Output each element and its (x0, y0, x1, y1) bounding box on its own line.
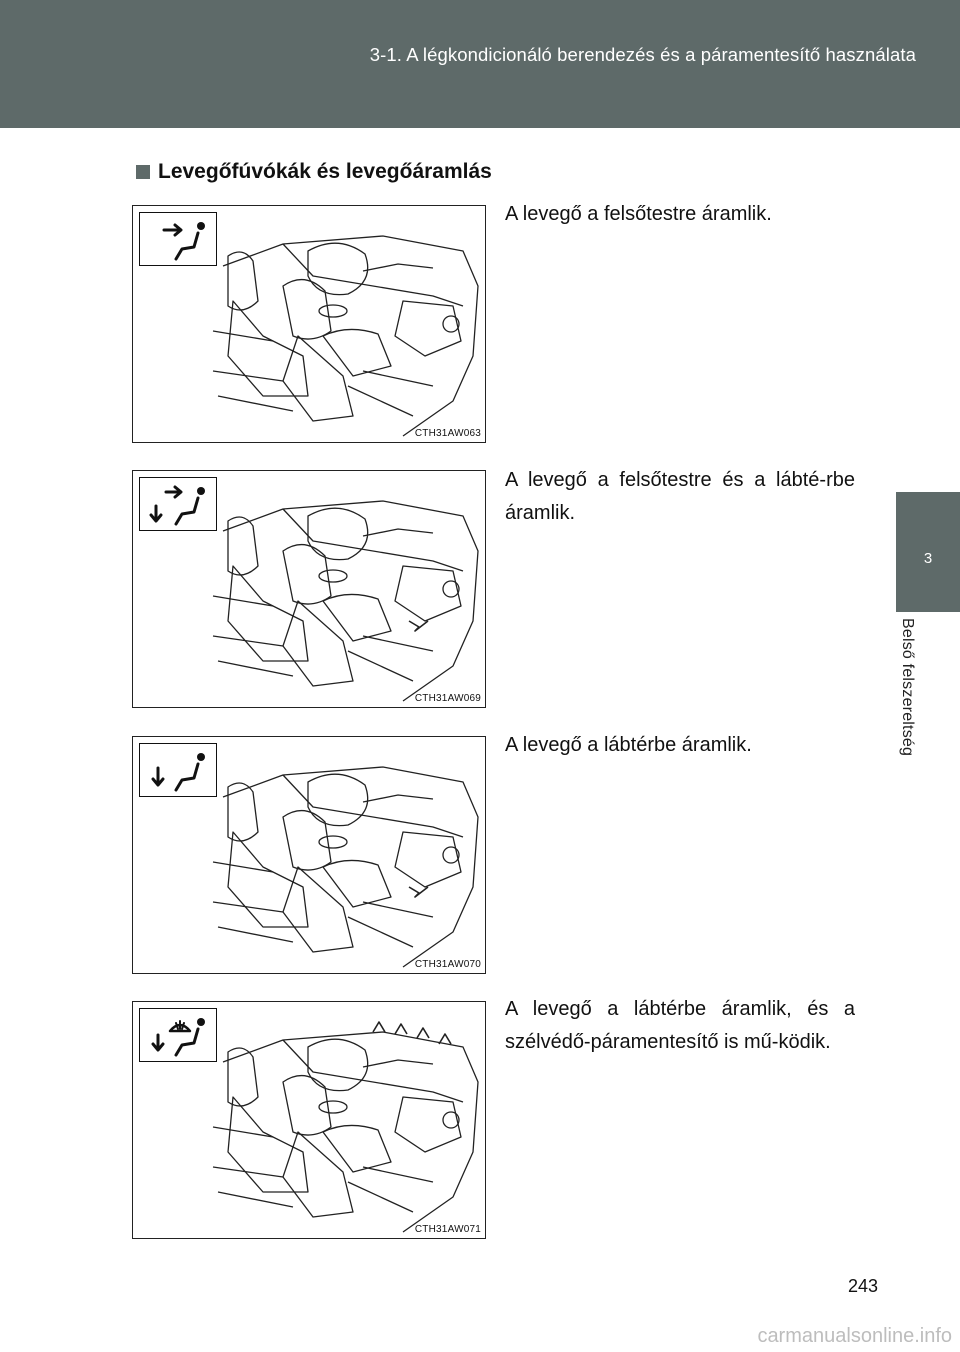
chapter-tab (896, 492, 960, 612)
figure-description: A levegő a lábtérbe áramlik, és a szélvédő-páramentesítő is mű-ködik. (505, 998, 855, 1053)
bi-level-vent-icon (140, 478, 216, 530)
face-vent-icon (140, 213, 216, 265)
figure-face-vent (132, 205, 486, 443)
foot-defrost-vent-icon (140, 1009, 216, 1061)
section-heading (136, 160, 492, 184)
figure-code: CTH31AW071 (414, 1224, 481, 1235)
figure-description: A levegő a felsőtestre áramlik. (505, 203, 772, 225)
figure-code: CTH31AW070 (414, 959, 481, 970)
mode-icon-box (139, 743, 217, 797)
chapter-number: 3 (923, 550, 933, 567)
chapter-title: 3-1. A légkondicionáló berendezés és a páramentesítő használata (369, 44, 916, 65)
square-bullet-icon (136, 165, 150, 179)
section-title-text: Levegőfúvókák és levegőáramlás (158, 160, 492, 183)
watermark: carmanualsonline.info (757, 1325, 952, 1347)
figure-foot-defrost-vent (132, 1001, 486, 1239)
chapter-tab-label: Belső felszereltség (899, 618, 916, 757)
mode-icon-box (139, 477, 217, 531)
figure-code: CTH31AW069 (414, 693, 481, 704)
mode-icon-box (139, 1008, 217, 1062)
figure-bi-level-vent (132, 470, 486, 708)
foot-vent-icon (140, 744, 216, 796)
figure-description: A levegő a felsőtestre és a lábté-rbe áramlik. (505, 469, 855, 524)
page-number: 243 (848, 1276, 879, 1296)
figure-foot-vent (132, 736, 486, 974)
page-header (0, 0, 960, 128)
figure-description: A levegő a lábtérbe áramlik. (505, 734, 752, 756)
figure-code: CTH31AW063 (414, 428, 481, 439)
mode-icon-box (139, 212, 217, 266)
